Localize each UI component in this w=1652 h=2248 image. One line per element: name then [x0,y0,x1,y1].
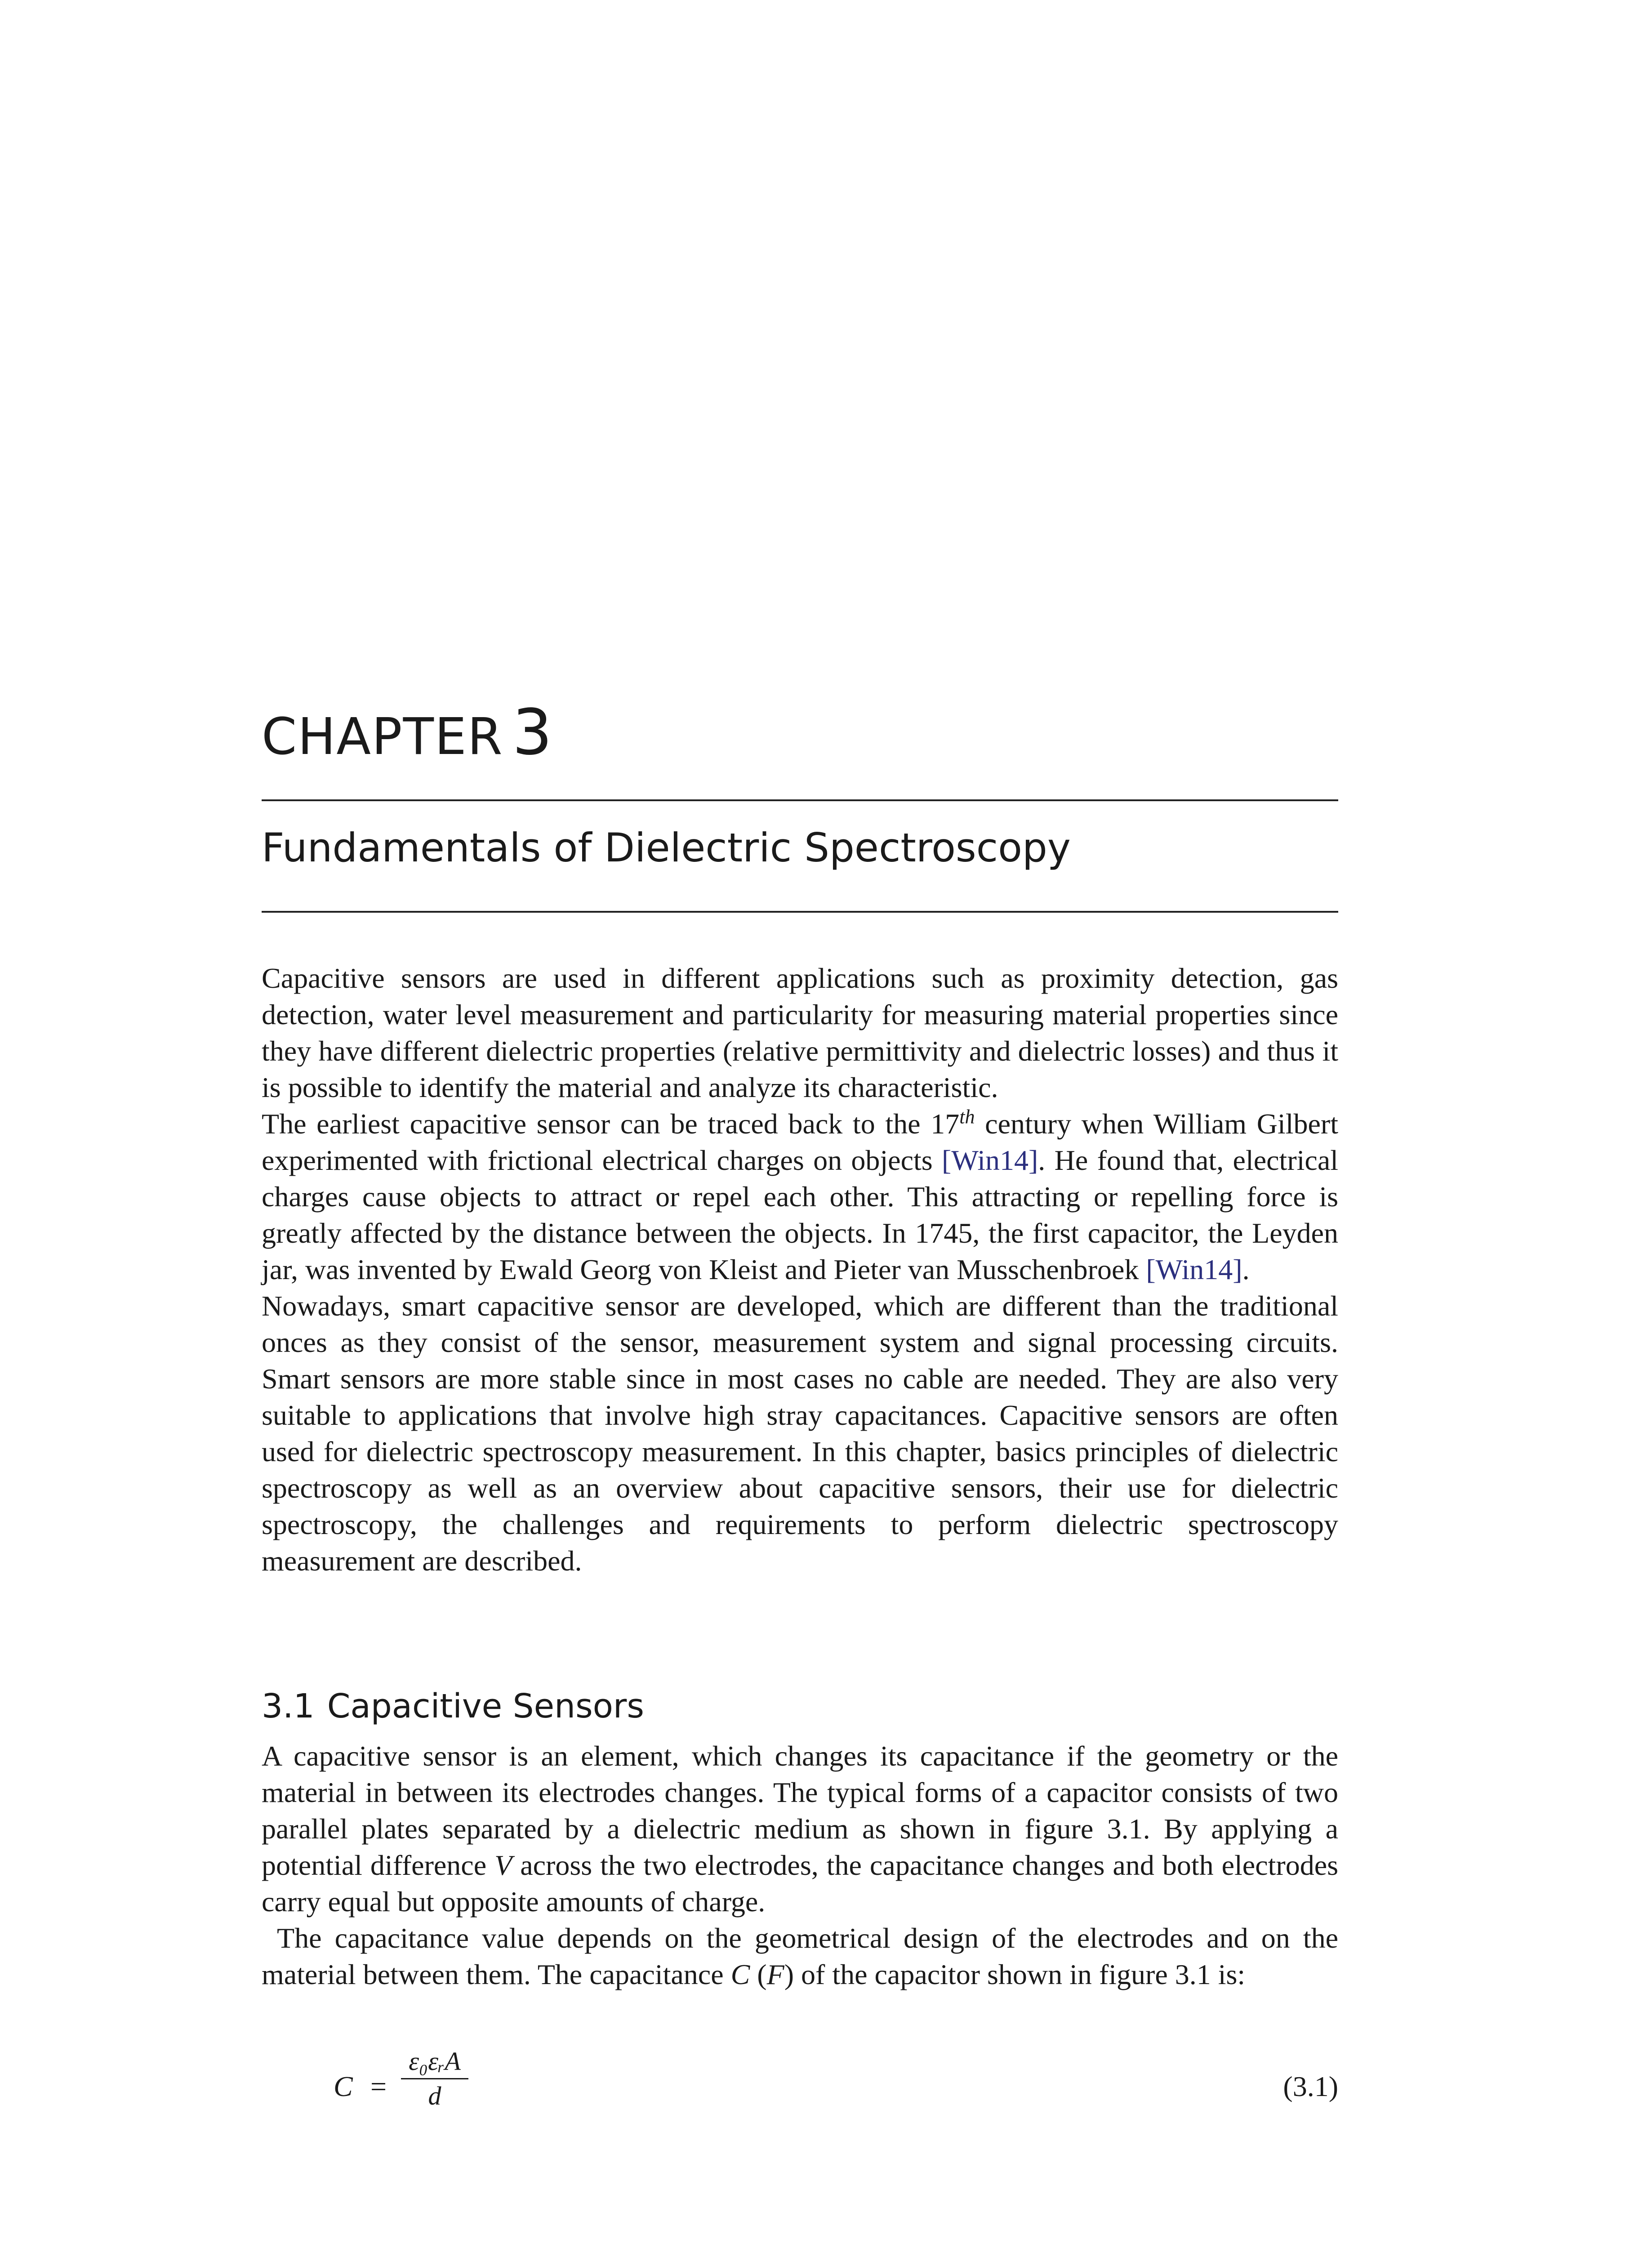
intro-p2-start: The earliest capacitive sensor can be traced back to the 17 [262,1108,960,1140]
section-p2-end: of the capacitor shown in figure 3.1 is: [794,1958,1246,1990]
variable-f: F [766,1958,784,1990]
section-paragraph-1 [262,1738,1338,1920]
intro-paragraph-3: Nowadays, smart capacitive sensor are developed, which are different than the traditional onces as they consist of the sensor, measurement system and signal processing circuits. Smart sensors are more stable since in most cases no cable are needed. They are also very suitable to applications that involve high stray capacitances. Capacitive sensors are often used for dielectric spectroscopy measurement. In this chapter, basics principles of dielectric spectroscopy as well as an overview about capacitive sensors, their use for dielectric spectroscopy, the challenges and requirements to perform dielectric spectroscopy measurement are described. [262,1290,1338,1577]
section-p1-end: across the two electrodes, the capacitance changes and both electrodes carry equal but opposite amounts of charge. [262,1849,1339,1918]
chapter-title: Fundamentals of Dielectric Spectroscopy [262,825,1071,871]
chapter-number: 3 [512,696,553,769]
intro-p2-end: . [1242,1253,1250,1285]
section-heading [262,1688,644,1725]
fraction-denominator: d [428,2081,441,2110]
section-number: 3.1 [262,1687,315,1726]
paren-open: ( [750,1958,767,1990]
variable-v: V [494,1849,512,1881]
variable-c: C [730,1958,750,1990]
ordinal-superscript: th [959,1106,975,1128]
fraction-numerator: ε₀εᵣA [409,2047,461,2076]
intro-paragraph-2 [262,1106,1338,1288]
equation-equals: = [370,2070,387,2102]
citation-link[interactable]: [Win14] [942,1144,1038,1176]
section-p2-start: The capacitance value depends on the geometrical design of the electrodes and on the material between them. The capacitance [262,1922,1338,1990]
intro-p2-continued: century when William Gilbert experimented with frictional electrical charges on objects [262,1108,1339,1176]
equation-fraction [401,2046,468,2112]
citation-link[interactable]: [Win14] [1146,1253,1242,1285]
intro-p2-middle: . He found that, electrical charges cause objects to attract or repel each other. This attracting or repelling force is greatly affected by the distance between the objects. In 1745, the first capacitor, the Leyden jar, was invented by Ewald Georg von Kleist and Pieter van Musschenbroek [262,1144,1339,1285]
chapter-heading [262,696,553,769]
chapter-top-rule [262,799,1338,801]
intro-text [262,960,1338,1579]
equation-lhs: C [334,2070,353,2102]
paren-close: ) [784,1958,794,1990]
section-title: Capacitive Sensors [327,1687,644,1726]
section-paragraph-2 [262,1920,1338,1993]
chapter-bottom-rule [262,911,1338,913]
equation-3-1 [262,2046,1338,2131]
fraction-bar [401,2078,468,2079]
equation-number: (3.1) [1283,2070,1338,2102]
section-p1-start: A capacitive sensor is an element, which changes its capacitance if the geometry or the material in between its electrodes changes. The typical forms of a capacitor consists of two parallel plates separated by a dielectric medium as shown in figure 3.1. By applying a potential difference [262,1740,1338,1881]
intro-paragraph-1: Capacitive sensors are used in different applications such as proximity detection, gas detection, water level measurement and particularity for measuring material properties since they have different dielectric properties (relative permittivity and dielectric losses) and thus it is possible to identify the material and analyze its characteristic. [262,962,1338,1103]
section-text [262,1738,1338,1993]
chapter-label: CHAPTER [262,708,503,766]
